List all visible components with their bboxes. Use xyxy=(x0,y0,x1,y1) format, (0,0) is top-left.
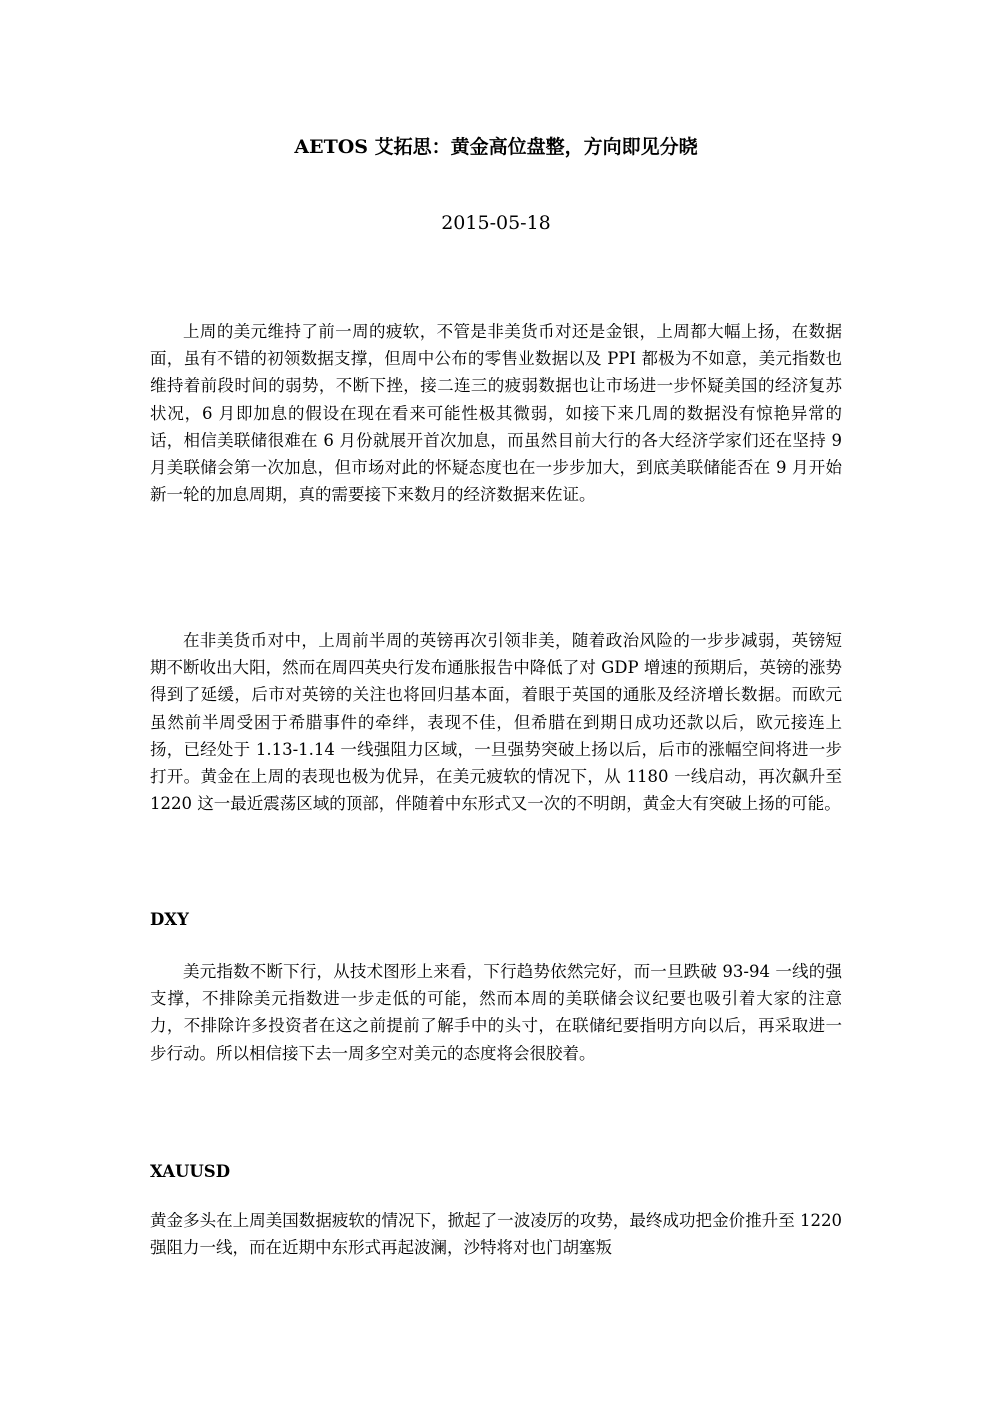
paragraph-xauusd: 黄金多头在上周美国数据疲软的情况下，掀起了一波凌厉的攻势，最终成功把金价推升至 1220 强阻力一线，而在近期中东形式再起波澜，沙特将对也门胡塞叛 xyxy=(150,1211,842,1258)
document-title: AETOS 艾拓思：黄金高位盘整，方向即见分晓 xyxy=(294,136,698,158)
paragraph-dxy: 美元指数不断下行，从技术图形上来看，下行趋势依然完好，而一旦跌破 93-94 一线的强支撑，不排除美元指数进一步走低的可能，然而本周的美联储会议纪要也吸引着大家的注意力，不排除许多投资者在这之前提前了解手中的头寸，在联储纪要指明方向以后，再采取进一步行动。所以相信接下去一周多空对美元的态度将会很胶着。 xyxy=(150,962,842,1063)
paragraph-non-usd: 在非美货币对中，上周前半周的英镑再次引领非美，随着政治风险的一步步减弱，英镑短期不断收出大阳，然而在周四英央行发布通胀报告中降低了对 GDP 增速的预期后，英镑的涨势得到了延缓，后市对英镑的关注也将回归基本面，着眼于英国的通胀及经济增长数据。而欧元虽然前半周受困于希腊事件的牵绊，表现不佳，但希腊在到期日成功还款以后，欧元接连上扬，已经处于 1.13-1.14 一线强阻力区域，一旦强势突破上扬以后，后市的涨幅空间将进一步打开。黄金在上周的表现也极为优异，在美元疲软的情况下，从 1180 一线启动，再次飙升至 1220 这一最近震荡区域的顶部，伴随着中东形式又一次的不明朗，黄金大有突破上扬的可能。 xyxy=(150,631,842,814)
section-heading-dxy: DXY xyxy=(150,910,189,929)
document-date: 2015-05-18 xyxy=(441,212,551,234)
paragraph-intro: 上周的美元维持了前一周的疲软，不管是非美货币对还是金银，上周都大幅上扬，在数据面，虽有不错的初领数据支撑，但周中公布的零售业数据以及 PPI 都极为不如意，美元指数也维持着前段时间的弱势，不断下挫，接二连三的疲弱数据也让市场进一步怀疑美国的经济复苏状况，6 月即加息的假设在现在看来可能性极其微弱，如接下来几周的数据没有惊艳异常的话，相信美联储很难在 6 月份就展开首次加息，而虽然目前大行的各大经济学家们还在坚持 9 月美联储会第一次加息，但市场对此的怀疑态度也在一步步加大，到底美联储能否在 9 月开始新一轮的加息周期，真的需要接下来数月的经济数据来佐证。 xyxy=(150,322,842,505)
section-heading-xauusd: XAUUSD xyxy=(150,1162,231,1181)
